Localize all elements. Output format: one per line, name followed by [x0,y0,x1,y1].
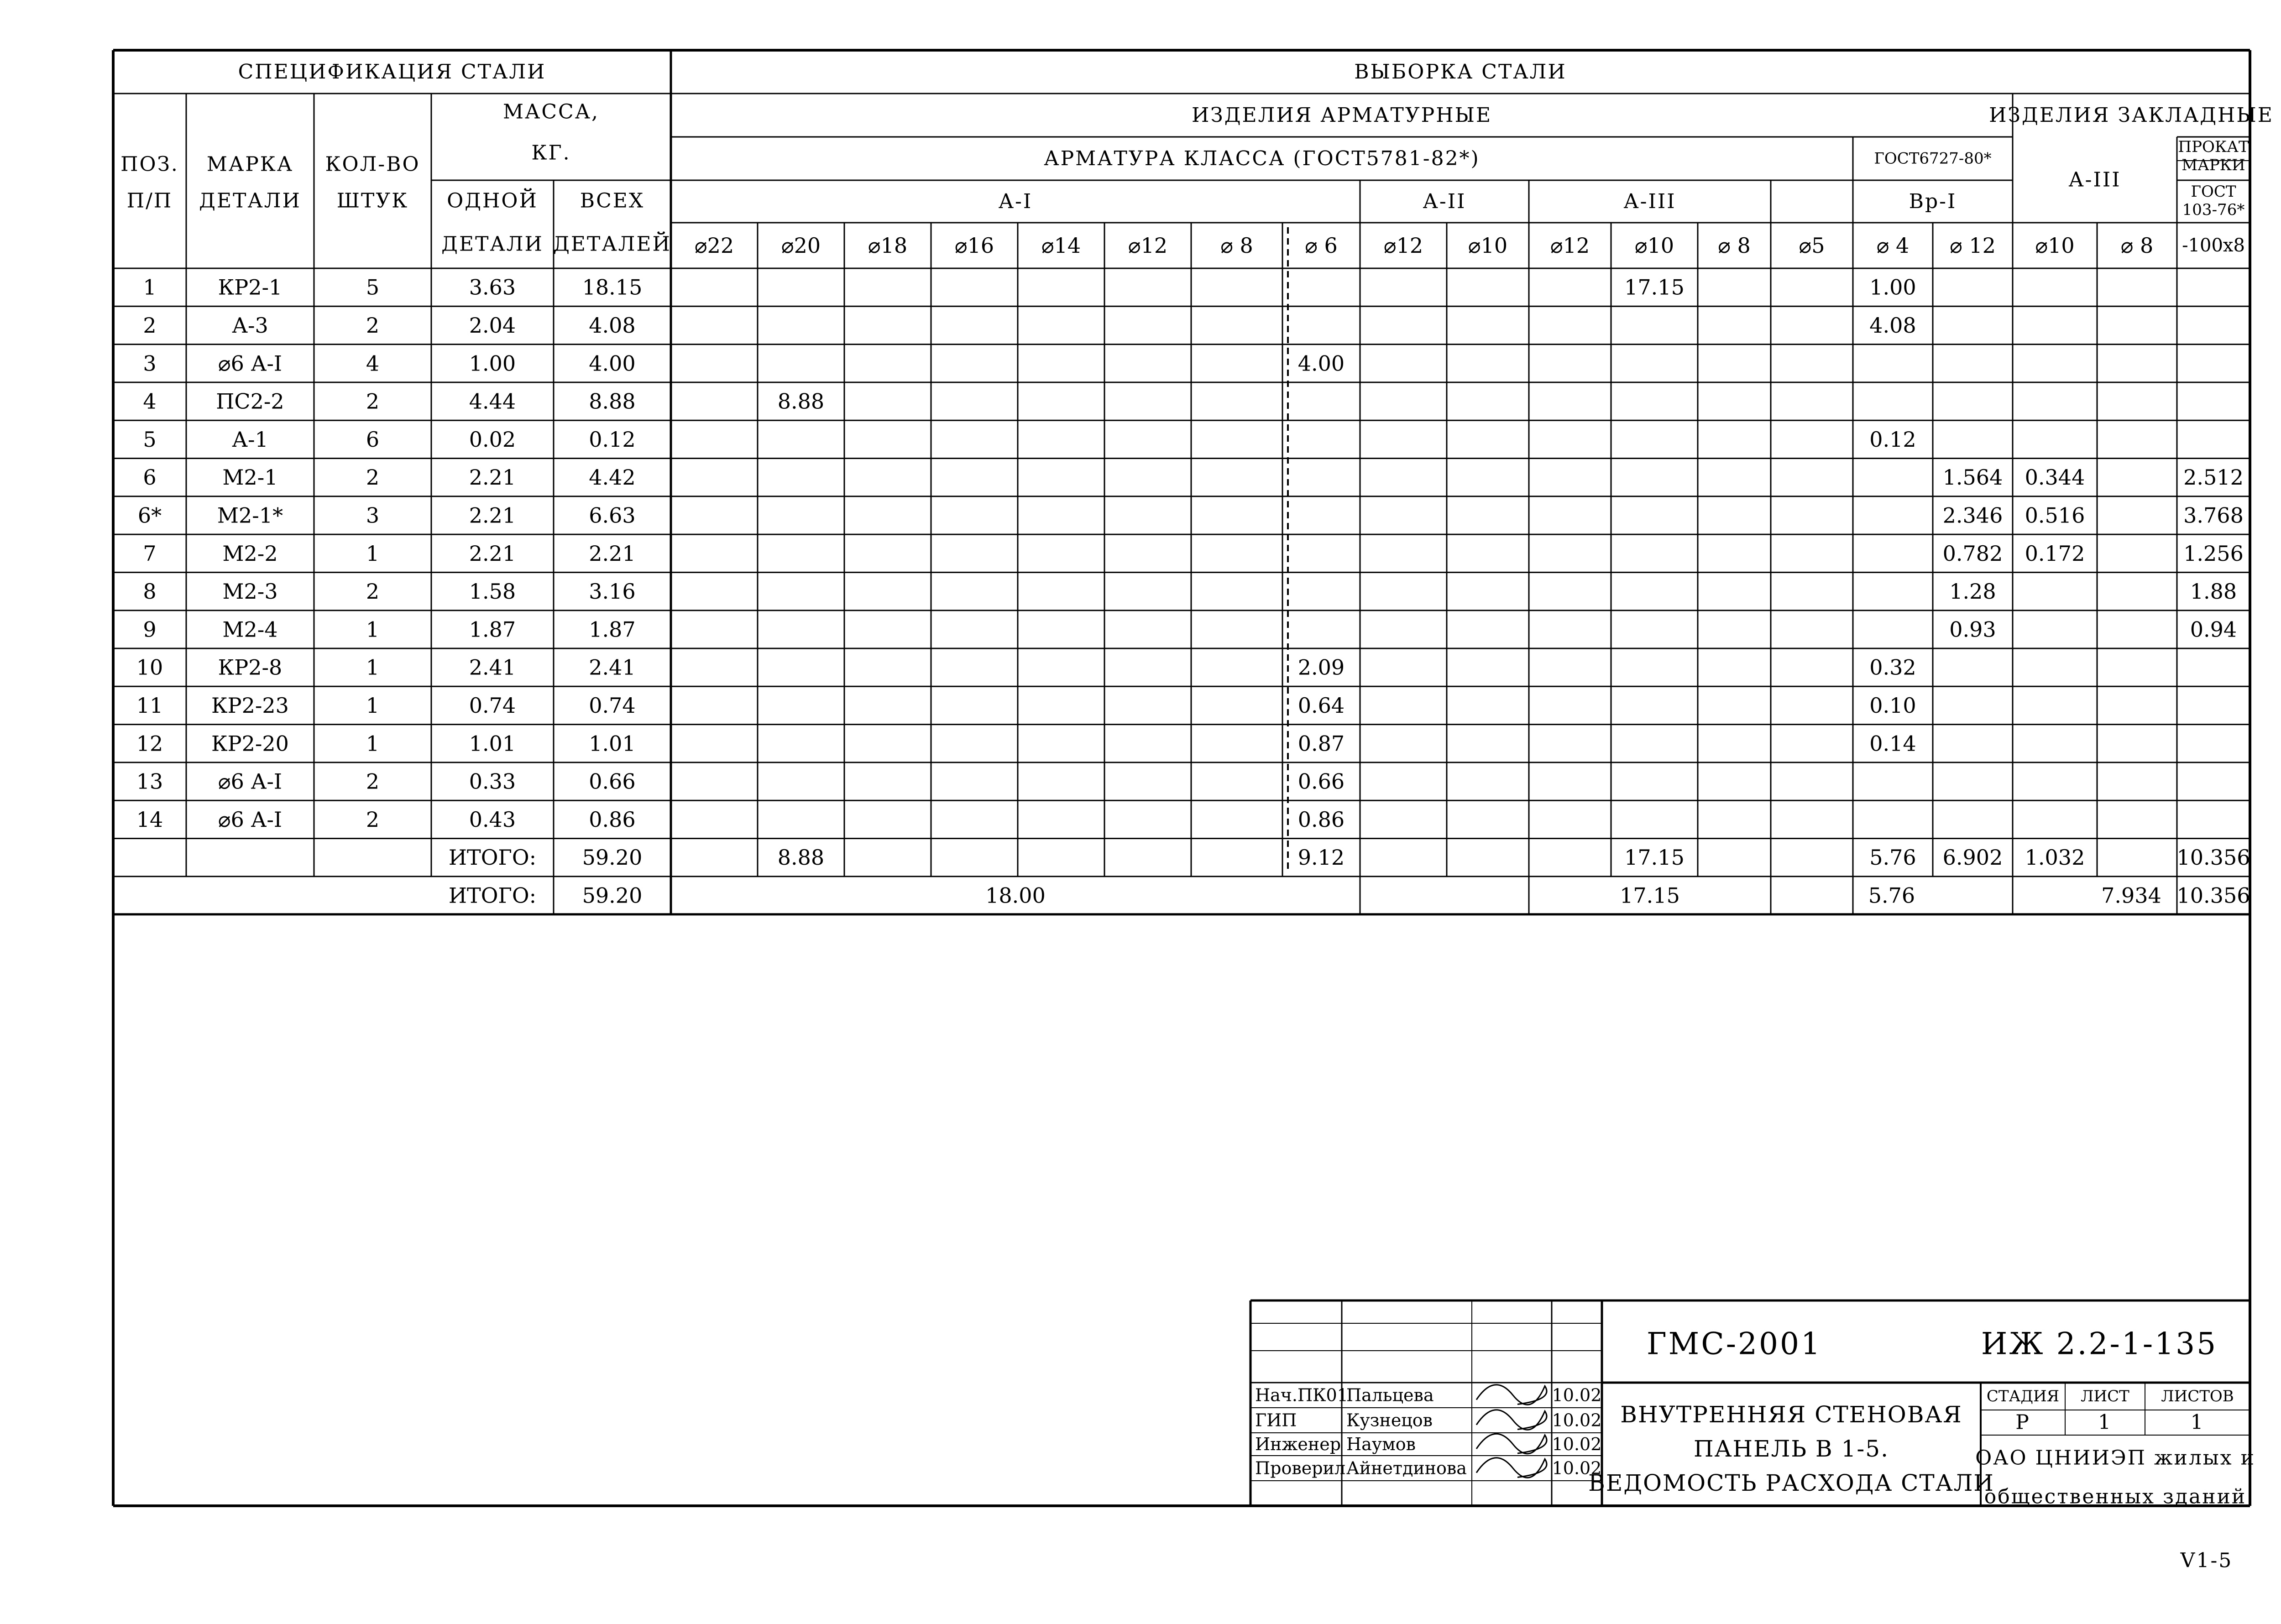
row-value: 1.88 [2190,579,2237,604]
row-qty: 6 [366,427,380,452]
sheet-title-line: ПАНЕЛЬ В 1-5. [1694,1436,1889,1462]
row-value: 0.93 [1949,617,1996,642]
mass-all-header: ВСЕХ [580,189,645,213]
sheet-title-line: ВНУТРЕННЯЯ СТЕНОВАЯ [1620,1401,1962,1428]
row-value: 2.346 [1942,503,2003,528]
class-a1-header: А-I [998,190,1033,213]
doc-number: ИЖ 2.2-1-135 [1981,1326,2218,1362]
signature-scribble [1476,1410,1547,1430]
row-qty: 1 [366,617,380,642]
pos-header: ПОЗ. [120,152,179,176]
row-value: 0.66 [1297,769,1345,794]
organization-line: ОАО ЦНИИЭП жилых и [1975,1446,2255,1470]
class-bp1-header: Вр-I [1909,190,1957,213]
row-pos: 2 [143,313,157,338]
row-mass-one: 2.21 [469,503,516,528]
row-qty: 3 [366,503,380,528]
row-mark: А-3 [232,313,268,338]
signer-date: 10.02 [1552,1434,1602,1454]
diameter-header: ⌀18 [868,233,908,258]
row-value: 0.94 [2190,617,2237,642]
row-value: 1.256 [2183,541,2244,566]
diameter-header: ⌀14 [1041,233,1081,258]
row-mass-all: 0.74 [589,693,636,718]
total-mass-all: 59.20 [582,883,643,908]
row-qty: 5 [366,275,380,300]
row-mass-all: 2.21 [589,541,636,566]
diameter-header: ⌀16 [954,233,994,258]
row-mark: М2-4 [222,617,278,642]
pos-header: П/П [126,189,173,213]
row-qty: 2 [366,313,380,338]
stage-value: Р [2015,1410,2030,1434]
row-qty: 2 [366,807,380,832]
diameter-header: ⌀20 [781,233,821,258]
row-mass-all: 1.87 [589,617,636,642]
row-mark: КР2-1 [218,275,283,300]
subtotal-value: 9.12 [1297,845,1345,870]
row-pos: 3 [143,351,157,376]
embedded-products-header: ИЗДЕЛИЯ ЗАКЛАДНЫЕ [1989,104,2274,127]
row-value: 8.88 [777,389,825,414]
signer-name: Наумов [1346,1434,1416,1454]
spec-title: СПЕЦИФИКАЦИЯ СТАЛИ [238,60,546,84]
class-a3-header: А-III [1623,190,1676,213]
row-qty: 4 [366,351,380,376]
row-value: 4.08 [1869,313,1916,338]
row-mark: М2-2 [222,541,278,566]
row-value: 0.172 [2025,541,2085,566]
organization-line: общественных зданий [1984,1485,2247,1509]
row-mass-all: 18.15 [582,275,643,300]
signer-role: Инженер [1255,1434,1341,1454]
sheets-value: 1 [2190,1410,2205,1434]
diameter-header: -100x8 [2182,235,2245,256]
row-qty: 2 [366,389,380,414]
rolled-gost-header: ГОСТ [2191,183,2236,201]
subtotal-value: 8.88 [777,845,825,870]
mass-one-header: ДЕТАЛИ [441,232,544,256]
row-pos: 6* [137,503,162,528]
diameter-header: ⌀12 [1128,233,1168,258]
row-value: 1.564 [1942,465,2003,490]
row-mass-all: 3.16 [589,579,636,604]
project-code: ГМС-2001 [1646,1326,1822,1362]
row-mass-all: 0.66 [589,769,636,794]
row-mass-one: 0.33 [469,769,516,794]
row-mass-all: 4.42 [589,465,636,490]
diameter-header: ⌀ 8 [1220,233,1253,258]
subtotal-value: 10.356 [2176,845,2250,870]
row-qty: 1 [366,693,380,718]
row-mass-one: 2.41 [469,655,516,680]
sheet-value: 1 [2098,1410,2112,1434]
row-pos: 7 [143,541,157,566]
row-pos: 5 [143,427,157,452]
rebar-products-header: ИЗДЕЛИЯ АРМАТУРНЫЕ [1191,104,1492,127]
diameter-header: ⌀ 12 [1950,233,1996,258]
signature-scribble [1476,1385,1547,1405]
row-pos: 14 [136,807,163,832]
row-value: 0.782 [1942,541,2003,566]
row-mass-one: 1.58 [469,579,516,604]
row-pos: 9 [143,617,157,642]
row-value: 0.10 [1869,693,1916,718]
diameter-header: ⌀ 4 [1876,233,1910,258]
class-a2-header: А-II [1423,190,1466,213]
diameter-header: ⌀10 [2035,233,2075,258]
signer-date: 10.02 [1552,1458,1602,1478]
row-mass-all: 1.01 [589,731,636,756]
total-embedded-a3: 7.934 [2101,883,2161,908]
mass-header: МАССА, [502,100,600,124]
signer-role: Нач.ПК01 [1255,1385,1348,1405]
row-pos: 8 [143,579,157,604]
signer-date: 10.02 [1552,1385,1602,1405]
total-a1: 18.00 [985,883,1046,908]
rebar-class-header: АРМАТУРА КЛАССА (ГОСТ5781-82*) [1044,147,1480,170]
row-value: 2.09 [1297,655,1345,680]
stage-label: СТАДИЯ [1986,1387,2060,1405]
row-pos: 11 [136,693,163,718]
row-value: 0.64 [1297,693,1345,718]
rolled-gost-header: 103-76* [2182,201,2245,219]
sheets-label: ЛИСТОВ [2161,1387,2234,1405]
row-mass-one: 1.00 [469,351,516,376]
diameter-header: ⌀12 [1383,233,1423,258]
row-pos: 13 [136,769,163,794]
row-qty: 2 [366,769,380,794]
row-pos: 6 [143,465,157,490]
row-pos: 10 [136,655,163,680]
row-mass-one: 2.21 [469,465,516,490]
row-mass-all: 4.00 [589,351,636,376]
row-mark: КР2-23 [211,693,289,718]
row-value: 3.768 [2183,503,2244,528]
row-mass-one: 2.04 [469,313,516,338]
diameter-header: ⌀ 6 [1305,233,1338,258]
subtotal-value: 5.76 [1869,845,1916,870]
diameter-header: ⌀ 8 [2120,233,2154,258]
mark-header: ДЕТАЛИ [199,189,301,213]
total-a3: 17.15 [1620,883,1680,908]
row-mass-one: 2.21 [469,541,516,566]
total-label: ИТОГО: [448,883,537,908]
table-labels [120,60,2274,908]
row-value: 4.00 [1297,351,1345,376]
row-mass-one: 0.43 [469,807,516,832]
row-pos: 4 [143,389,157,414]
row-mass-all: 0.12 [589,427,636,452]
row-pos: 1 [143,275,157,300]
row-mass-one: 0.74 [469,693,516,718]
row-mark: М2-1 [222,465,278,490]
qty-header: ШТУК [336,189,409,213]
signer-name: Айнетдинова [1346,1458,1467,1478]
row-qty: 2 [366,579,380,604]
row-value: 0.344 [2025,465,2085,490]
subtotal-value: 1.032 [2025,845,2085,870]
subtotal-value: 17.15 [1624,845,1685,870]
diameter-header: ⌀12 [1550,233,1590,258]
row-mark: ⌀6 А-I [218,769,283,794]
row-value: 0.516 [2025,503,2085,528]
signer-role: Проверил [1255,1458,1346,1478]
row-value: 0.86 [1297,807,1345,832]
row-mass-all: 2.41 [589,655,636,680]
subtotal-mass-all: 59.20 [582,845,643,870]
signature-scribble [1476,1434,1547,1454]
row-value: 1.00 [1869,275,1916,300]
row-value: 2.512 [2183,465,2244,490]
diameter-header: ⌀10 [1634,233,1674,258]
row-mark: КР2-8 [218,655,283,680]
selection-title: ВЫБОРКА СТАЛИ [1354,60,1567,84]
mass-one-header: ОДНОЙ [447,189,538,213]
page-mark: V1-5 [2180,1549,2233,1572]
row-mass-all: 8.88 [589,389,636,414]
row-mark: ПС2-2 [216,389,284,414]
row-mark: КР2-20 [211,731,289,756]
diameter-header: ⌀10 [1468,233,1508,258]
signer-name: Пальцева [1346,1385,1434,1405]
mark-header: МАРКА [206,152,294,176]
row-qty: 2 [366,465,380,490]
table-grid [113,50,2250,1506]
row-mark: ⌀6 А-I [218,351,283,376]
row-mass-all: 4.08 [589,313,636,338]
row-mass-all: 6.63 [589,503,636,528]
rolled-header: ПРОКАТ [2178,138,2249,156]
signer-role: ГИП [1255,1410,1297,1431]
diameter-header: ⌀22 [694,233,734,258]
diameter-header: ⌀ 8 [1718,233,1751,258]
row-mass-one: 1.01 [469,731,516,756]
row-mass-all: 0.86 [589,807,636,832]
row-qty: 1 [366,541,380,566]
sheet-title-line: ВЕДОМОСТЬ РАСХОДА СТАЛИ [1588,1470,1994,1496]
mass-all-header: ДЕТАЛЕЙ [553,232,671,256]
row-mark: М2-1* [217,503,283,528]
row-mass-one: 3.63 [469,275,516,300]
row-pos: 12 [136,731,163,756]
diameter-header: ⌀5 [1799,233,1825,258]
title-block [1250,1300,2255,1572]
row-value: 0.87 [1297,731,1345,756]
subtotal-label: ИТОГО: [448,845,537,870]
row-value: 0.32 [1869,655,1916,680]
row-value: 0.12 [1869,427,1916,452]
sheet-label: ЛИСТ [2081,1387,2129,1405]
mass-header: КГ. [531,141,571,165]
row-mark: ⌀6 А-I [218,807,283,832]
row-value: 1.28 [1949,579,1996,604]
row-mark: А-1 [232,427,268,452]
rolled-header: МАРКИ [2182,156,2245,174]
qty-header: КОЛ-ВО [325,152,420,176]
total-rolled: 10.356 [2176,883,2250,908]
signer-name: Кузнецов [1346,1410,1433,1431]
subtotal-value: 6.902 [1942,845,2003,870]
row-value: 0.14 [1869,731,1916,756]
embedded-a3-header: А-III [2068,168,2121,192]
row-qty: 1 [366,731,380,756]
row-mark: М2-3 [222,579,278,604]
row-qty: 1 [366,655,380,680]
row-mass-one: 4.44 [469,389,516,414]
signer-date: 10.02 [1552,1410,1602,1431]
gost-wire-header: ГОСТ6727-80* [1874,149,1992,168]
row-mass-one: 1.87 [469,617,516,642]
signature-scribble [1476,1458,1547,1478]
total-bp1: 5.76 [1868,883,1915,908]
row-value: 17.15 [1624,275,1685,300]
row-mass-one: 0.02 [469,427,516,452]
